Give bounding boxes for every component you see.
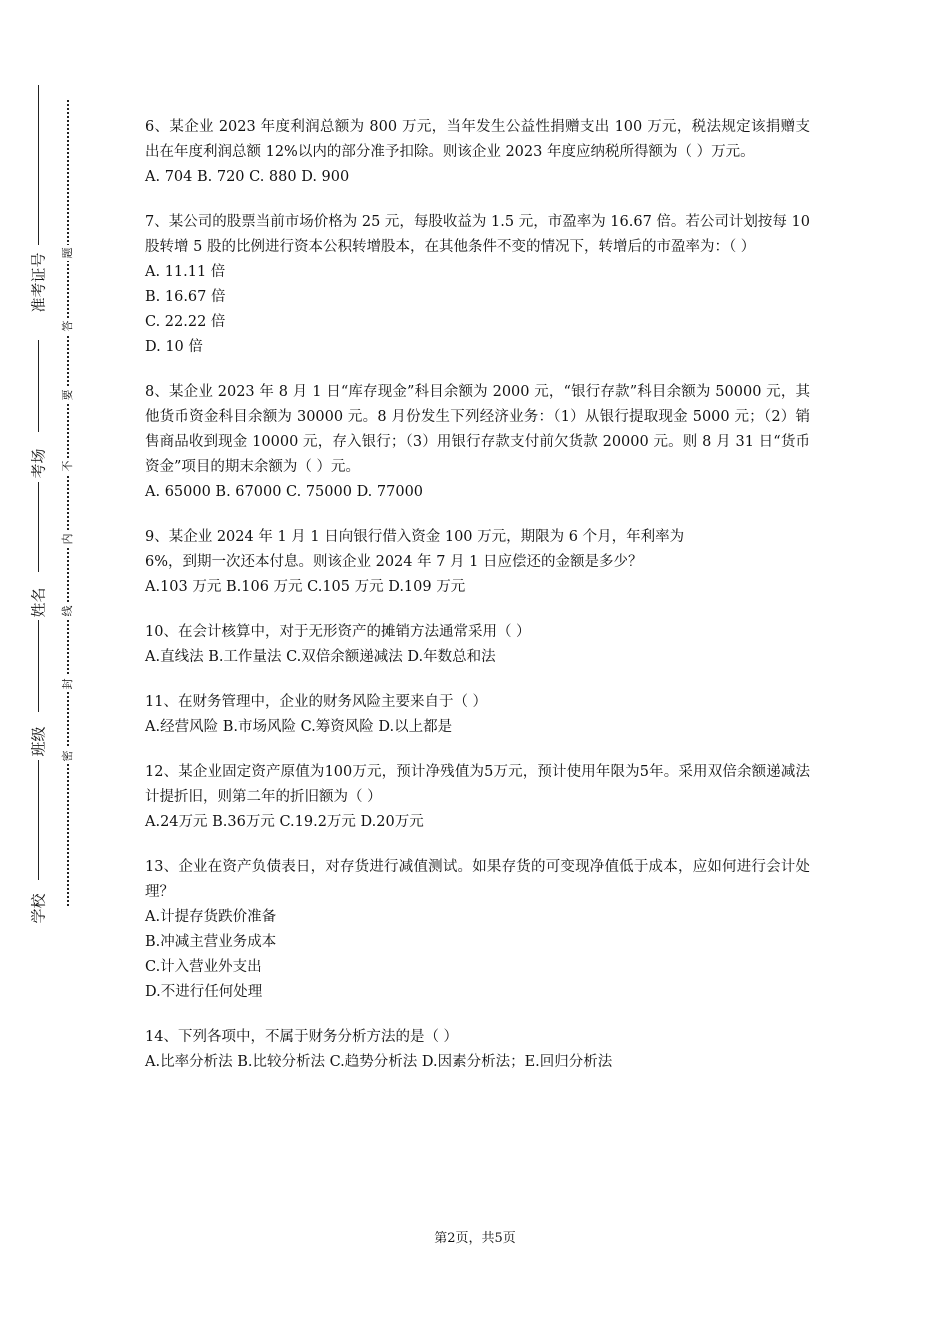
option-c: C. 22.22 倍 bbox=[145, 314, 226, 330]
question-stem: 7、某公司的股票当前市场价格为 25 元，每股收益为 1.5 元，市盈率为 16.67 倍。若公司计划按每 10 股转增 5 股的比例进行资本公积转增股本，在其他条件不变的情况下，转增后的市盈率为：（ ） bbox=[145, 214, 810, 255]
question-stem-line: 9、某企业 2024 年 1 月 1 日向银行借入资金 100 万元，期限为 6 个月，年利率为 bbox=[145, 529, 685, 545]
question-stem: 13、企业在资产负债表日，对存货进行减值测试。如果存货的可变现净值低于成本，应如何进行会计处理？ bbox=[145, 859, 810, 900]
question-options: A.直线法 B.工作量法 C.双倍余额递减法 D.年数总和法 bbox=[145, 649, 496, 665]
option-b: B. 16.67 倍 bbox=[145, 289, 226, 305]
option-d: D. 10 倍 bbox=[145, 339, 203, 355]
question-options: A. 704 B. 720 C. 880 D. 900 bbox=[145, 169, 350, 185]
question-14 bbox=[145, 1025, 810, 1075]
question-options: A. 65000 B. 67000 C. 75000 D. 77000 bbox=[145, 484, 424, 500]
question-9 bbox=[145, 525, 810, 600]
question-options: A.103 万元 B.106 万元 C.105 万元 D.109 万元 bbox=[145, 579, 466, 595]
seal-char: 内 bbox=[60, 531, 76, 547]
seal-char: 线 bbox=[60, 603, 76, 619]
question-stem-line: 6%，到期一次还本付息。则该企业 2024 年 7 月 1 日应偿还的金额是多少？ bbox=[145, 554, 643, 570]
binding-line bbox=[38, 85, 39, 245]
question-12 bbox=[145, 760, 810, 835]
question-7 bbox=[145, 210, 810, 360]
question-options: A.经营风险 B.市场风险 C.筹资风险 D.以上都是 bbox=[145, 719, 453, 735]
option-a: A.计提存货跌价准备 bbox=[145, 909, 277, 925]
option-a: A. 11.11 倍 bbox=[145, 264, 226, 280]
question-stem: 11、在财务管理中，企业的财务风险主要来自于（ ） bbox=[145, 694, 488, 710]
question-13 bbox=[145, 855, 810, 1005]
question-options: A.比率分析法 B.比较分析法 C.趋势分析法 D.因素分析法；E.回归分析法 bbox=[145, 1054, 613, 1070]
option-d: D.不进行任何处理 bbox=[145, 984, 263, 1000]
seal-char: 不 bbox=[60, 458, 76, 474]
school-label: 学校 bbox=[29, 893, 48, 924]
class-label: 班级 bbox=[29, 726, 48, 757]
question-6 bbox=[145, 115, 810, 190]
option-c: C.计入营业外支出 bbox=[145, 959, 262, 975]
seal-char: 要 bbox=[60, 387, 76, 403]
exam-room-label: 考场 bbox=[29, 448, 48, 479]
seal-char: 封 bbox=[60, 676, 76, 692]
seal-char: 答 bbox=[60, 318, 76, 334]
binding-line bbox=[38, 760, 39, 880]
name-label: 姓名 bbox=[29, 587, 48, 618]
question-stem: 14、下列各项中，不属于财务分析方法的是（ ） bbox=[145, 1029, 459, 1045]
question-8 bbox=[145, 380, 810, 505]
exam-id-label: 准考证号 bbox=[29, 252, 48, 313]
seal-dotted-line bbox=[67, 100, 69, 906]
question-10 bbox=[145, 620, 810, 670]
binding-line bbox=[38, 340, 39, 432]
question-11 bbox=[145, 690, 810, 740]
binding-line bbox=[38, 482, 39, 572]
binding-line bbox=[38, 620, 39, 712]
seal-char: 密 bbox=[60, 748, 76, 764]
seal-char: 题 bbox=[60, 245, 76, 261]
question-list bbox=[145, 115, 810, 1095]
question-stem: 6、某企业 2023 年度利润总额为 800 万元，当年发生公益性捐赠支出 100 万元，税法规定该捐赠支出在年度利润总额 12%以内的部分准予扣除。则该企业 2023 年度应纳税所得额为（ ）万元。 bbox=[145, 119, 810, 160]
question-stem: 12、某企业固定资产原值为100万元，预计净残值为5万元，预计使用年限为5年。采用双倍余额递减法计提折旧，则第二年的折旧额为（ ） bbox=[145, 764, 810, 805]
question-stem: 10、在会计核算中，对于无形资产的摊销方法通常采用（ ） bbox=[145, 624, 531, 640]
page-number: 第2页，共5页 bbox=[434, 1231, 516, 1246]
question-stem: 8、某企业 2023 年 8 月 1 日“库存现金”科目余额为 2000 元，“银行存款”科目余额为 50000 元，其他货币资金科目余额为 30000 元。8 月份发生下列经济业务：（1）从银行提取现金 5000 元；（2）销售商品收到现金 10000 元，存入银行；（3）用银行存款支付前欠货款 20000 元。则 8 月 31 日“货币资金”项目的期末余额为（ ）元。 bbox=[145, 384, 810, 475]
binding-strip bbox=[0, 0, 120, 1344]
question-options: A.24万元 B.36万元 C.19.2万元 D.20万元 bbox=[145, 814, 424, 830]
option-b: B.冲减主营业务成本 bbox=[145, 934, 277, 950]
